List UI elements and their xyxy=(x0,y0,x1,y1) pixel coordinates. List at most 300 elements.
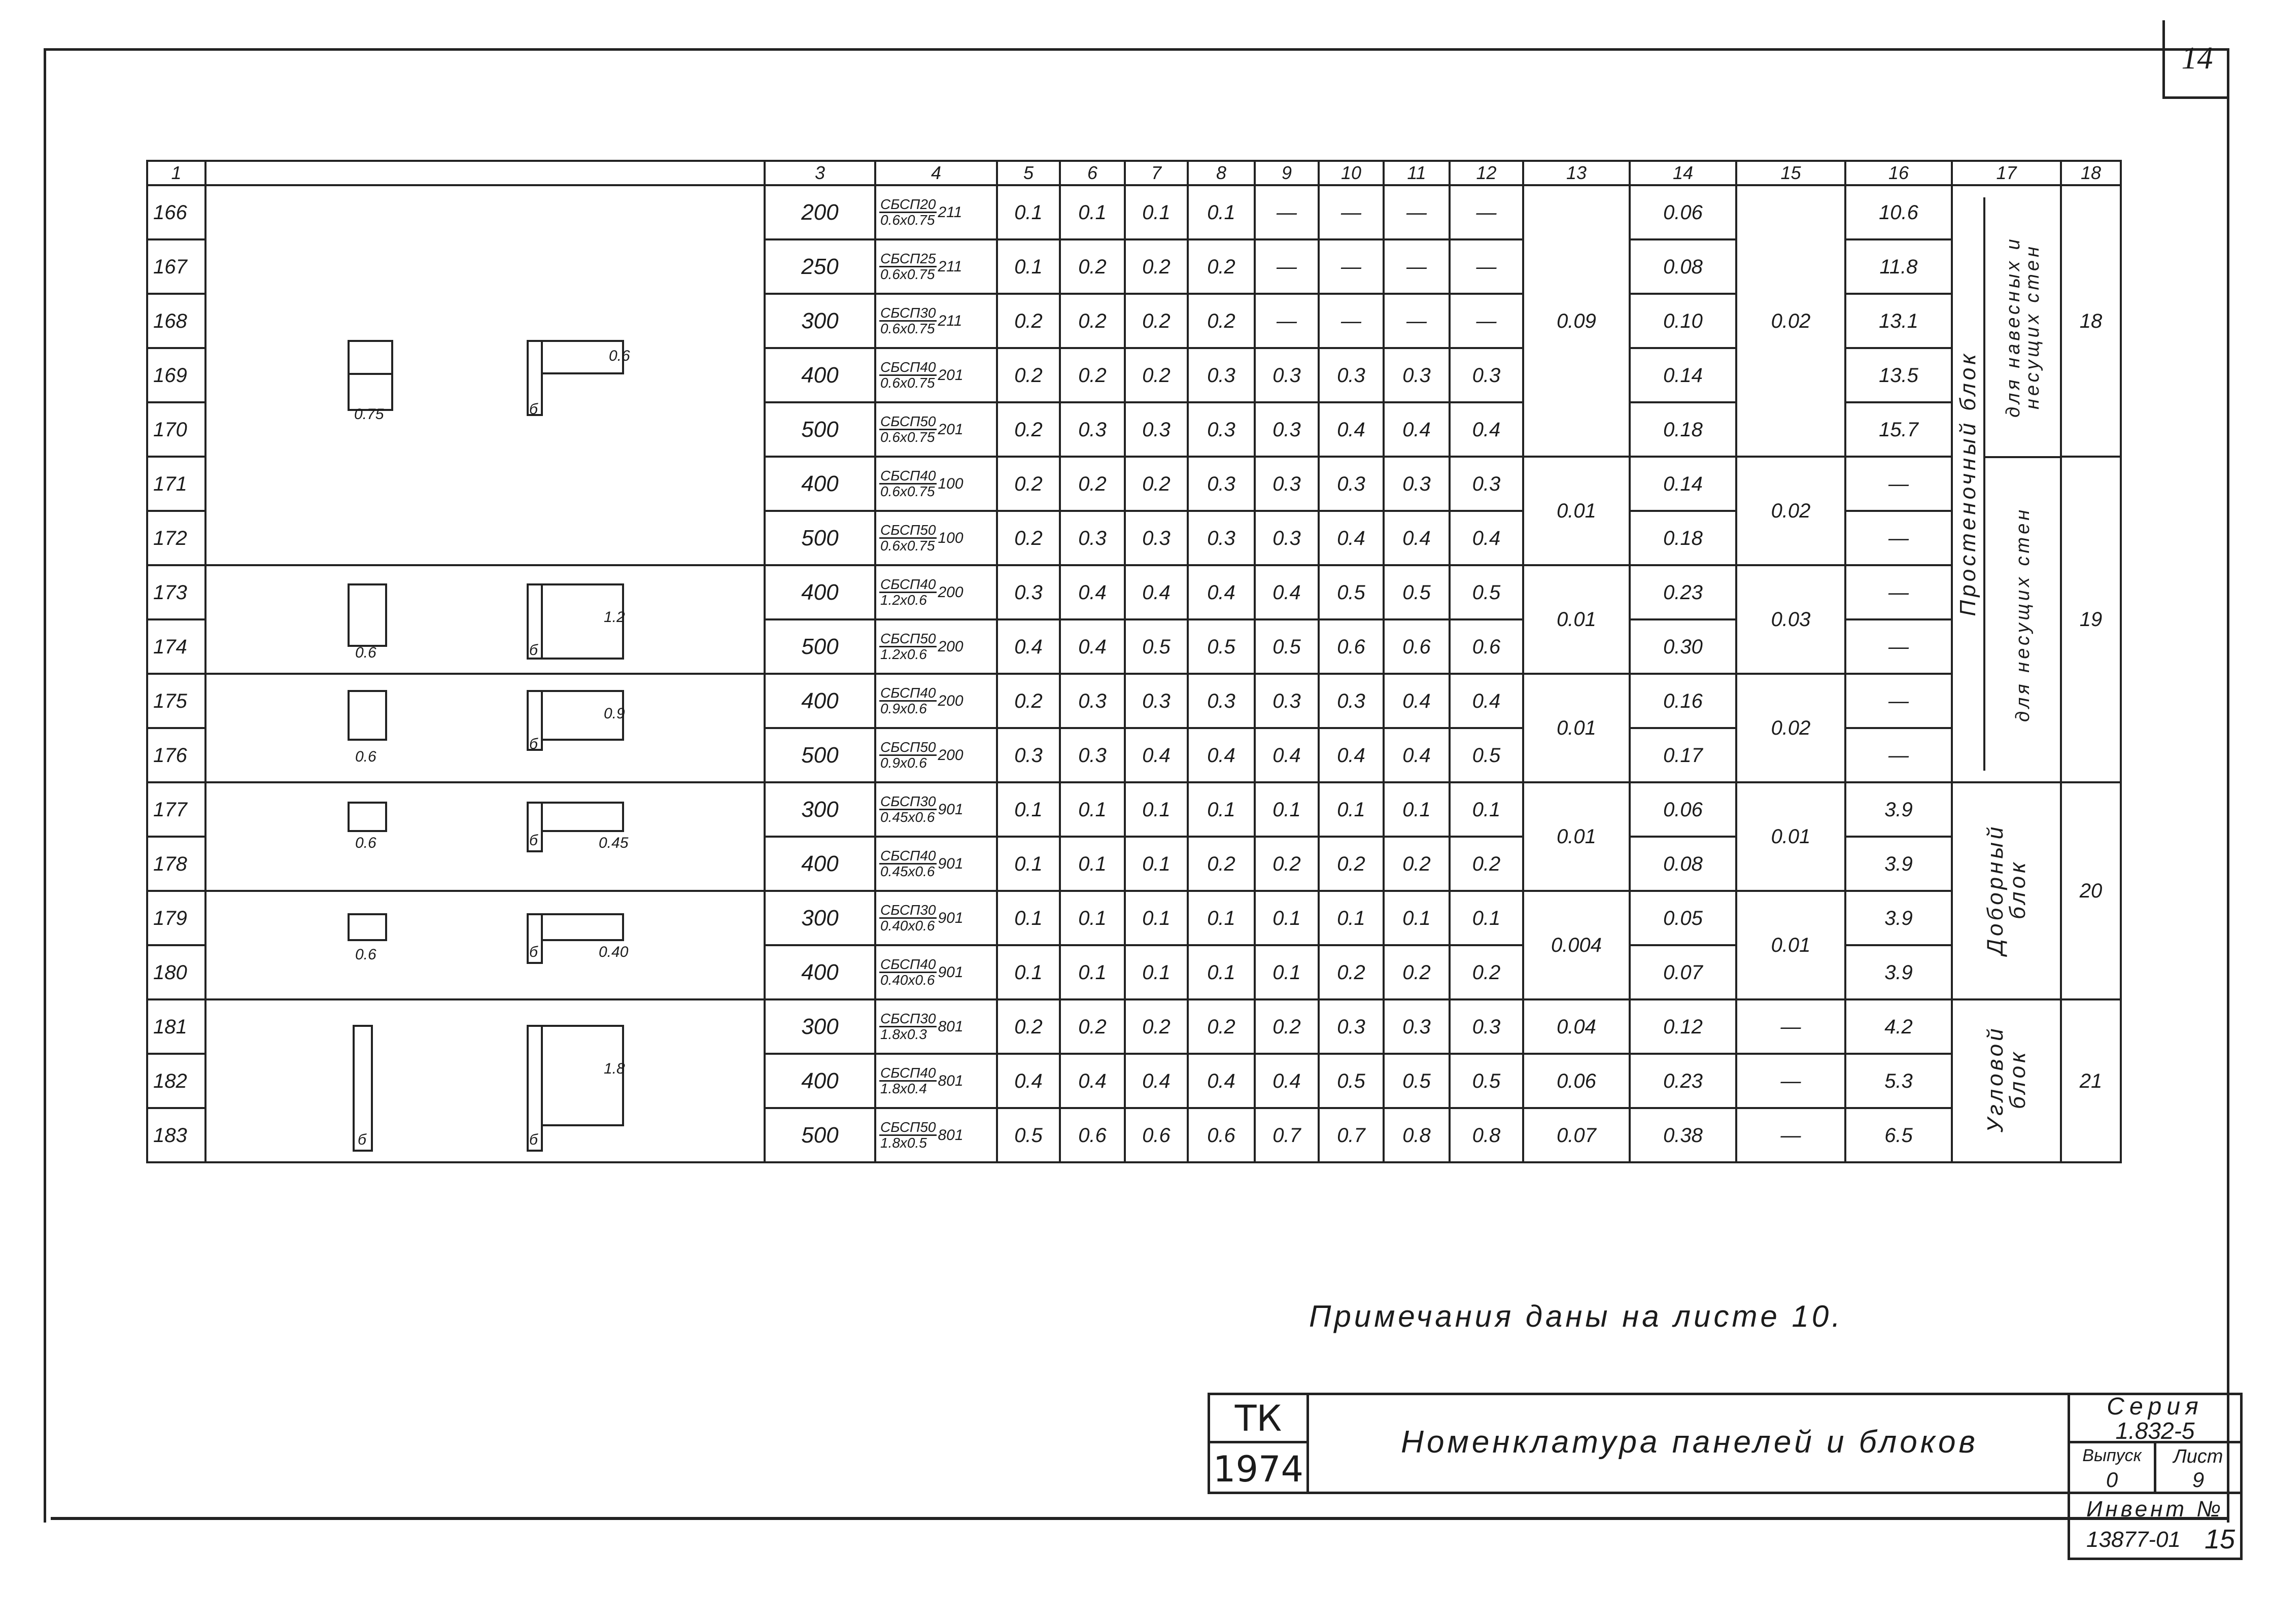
header-cell: 12 xyxy=(1450,161,1523,185)
value-v9: — xyxy=(1255,239,1319,294)
type-corner-cell xyxy=(1952,999,2061,1162)
block-mark xyxy=(875,294,997,348)
sheet-title: Номенклатура панелей и блоков xyxy=(1401,1425,1978,1460)
mark-fraction xyxy=(879,252,937,282)
dim-width: 0.6 xyxy=(355,835,376,851)
value-v16: 13.1 xyxy=(1845,294,1952,348)
value-v6: 0.4 xyxy=(1060,565,1125,619)
value-v15-merged: 0.02 xyxy=(1736,185,1845,457)
block-front-sketch xyxy=(348,913,387,941)
value-v16: 3.9 xyxy=(1845,837,1952,891)
value-v16: 3.9 xyxy=(1845,891,1952,945)
value-v14: 0.17 xyxy=(1630,728,1736,782)
row-number: 177 xyxy=(147,782,205,837)
header-cell: 17 xyxy=(1952,161,2061,185)
block-mark xyxy=(875,239,997,294)
mark-suffix: 901 xyxy=(938,909,964,926)
block-length: 400 xyxy=(765,457,875,511)
dim-width: 0.6 xyxy=(355,748,376,765)
header-cell: 11 xyxy=(1384,161,1450,185)
value-v6: 0.3 xyxy=(1060,402,1125,457)
table-header-row xyxy=(147,161,2121,185)
value-v16: 6.5 xyxy=(1845,1108,1952,1162)
value-v9: 0.4 xyxy=(1255,1054,1319,1108)
value-v6: 0.3 xyxy=(1060,674,1125,728)
block-side-body xyxy=(543,802,624,832)
value-v10: — xyxy=(1319,185,1384,239)
row-number: 181 xyxy=(147,999,205,1054)
value-v11: — xyxy=(1384,239,1450,294)
value-v8: 0.2 xyxy=(1188,294,1255,348)
value-v11: 0.3 xyxy=(1384,999,1450,1054)
value-v8: 0.3 xyxy=(1188,511,1255,565)
block-mark xyxy=(875,511,997,565)
value-v6: 0.2 xyxy=(1060,457,1125,511)
dim-side: б xyxy=(529,642,538,659)
block-length: 400 xyxy=(765,348,875,402)
mark-fraction xyxy=(879,1120,937,1150)
row-number: 172 xyxy=(147,511,205,565)
value-v15: — xyxy=(1736,1108,1845,1162)
group-19: 19 xyxy=(2061,457,2121,782)
sheet-value: 9 xyxy=(2192,1468,2205,1492)
sketch-group-d xyxy=(345,797,649,888)
value-v10: 0.3 xyxy=(1319,348,1384,402)
value-v9: 0.1 xyxy=(1255,891,1319,945)
value-v8: 0.1 xyxy=(1188,185,1255,239)
value-v6: 0.2 xyxy=(1060,239,1125,294)
value-v16: 4.2 xyxy=(1845,999,1952,1054)
value-v9: — xyxy=(1255,294,1319,348)
value-v14: 0.14 xyxy=(1630,348,1736,402)
header-cell: 13 xyxy=(1523,161,1630,185)
mark-numerator: СБСП40 xyxy=(880,576,936,592)
value-v16: — xyxy=(1845,619,1952,674)
value-v10: 0.3 xyxy=(1319,457,1384,511)
value-v14: 0.12 xyxy=(1630,999,1736,1054)
value-v12: — xyxy=(1450,239,1523,294)
value-v5: 0.2 xyxy=(997,511,1060,565)
mark-denominator: 1.8х0.4 xyxy=(880,1081,927,1096)
value-v12: 0.5 xyxy=(1450,728,1523,782)
mark-suffix: 200 xyxy=(938,583,964,601)
value-v5: 0.5 xyxy=(997,1108,1060,1162)
dim-width: 0.75 xyxy=(354,406,384,423)
value-v13-merged: 0.004 xyxy=(1523,891,1630,999)
value-v10: 0.6 xyxy=(1319,619,1384,674)
mark-denominator: 1.8х0.5 xyxy=(880,1135,927,1151)
value-v9: 0.3 xyxy=(1255,348,1319,402)
value-v7: 0.1 xyxy=(1125,185,1188,239)
value-v12: 0.4 xyxy=(1450,402,1523,457)
value-v7: 0.1 xyxy=(1125,782,1188,837)
mark-suffix: 100 xyxy=(938,475,964,492)
mark-fraction xyxy=(879,306,937,336)
mark-suffix: 211 xyxy=(938,258,962,275)
row-number: 169 xyxy=(147,348,205,402)
mark-numerator: СБСП50 xyxy=(880,1119,936,1135)
value-v6: 0.2 xyxy=(1060,999,1125,1054)
mark-fraction xyxy=(879,903,937,933)
value-v12: 0.5 xyxy=(1450,1054,1523,1108)
value-v14: 0.18 xyxy=(1630,402,1736,457)
mark-fraction xyxy=(879,523,937,553)
issue-value: 0 xyxy=(2106,1468,2118,1492)
sketch-group-c xyxy=(345,685,649,776)
mark-fraction xyxy=(879,957,937,987)
value-v13: 0.07 xyxy=(1523,1108,1630,1162)
value-v7: 0.1 xyxy=(1125,945,1188,999)
block-length: 300 xyxy=(765,891,875,945)
value-v13-merged: 0.01 xyxy=(1523,457,1630,565)
value-v16: 11.8 xyxy=(1845,239,1952,294)
value-v5: 0.2 xyxy=(997,999,1060,1054)
dim-width: 0.6 xyxy=(355,644,376,661)
mark-numerator: СБСП20 xyxy=(880,196,936,212)
block-mark xyxy=(875,728,997,782)
mark-numerator: СБСП40 xyxy=(880,685,936,701)
block-side-body xyxy=(543,913,624,941)
mark-denominator: 0.9х0.6 xyxy=(880,755,927,771)
dim-side: б xyxy=(529,401,538,418)
row-number: 176 xyxy=(147,728,205,782)
value-v7: 0.1 xyxy=(1125,891,1188,945)
value-v7: 0.4 xyxy=(1125,728,1188,782)
dim-height: 0.45 xyxy=(599,835,629,851)
value-v9: 0.5 xyxy=(1255,619,1319,674)
value-v11: 0.4 xyxy=(1384,728,1450,782)
mark-numerator: СБСП30 xyxy=(880,902,936,918)
row-number: 167 xyxy=(147,239,205,294)
value-v5: 0.2 xyxy=(997,402,1060,457)
block-front-sketch xyxy=(348,690,387,741)
block-length: 500 xyxy=(765,402,875,457)
block-mark xyxy=(875,891,997,945)
block-mark xyxy=(875,619,997,674)
value-v6: 0.2 xyxy=(1060,294,1125,348)
block-mark xyxy=(875,999,997,1054)
header-cell: 5 xyxy=(997,161,1060,185)
type-main-cell xyxy=(1952,185,2061,782)
block-length: 300 xyxy=(765,294,875,348)
mark-suffix: 200 xyxy=(938,746,964,764)
value-v7: 0.3 xyxy=(1125,402,1188,457)
value-v12: 0.3 xyxy=(1450,348,1523,402)
value-v8: 0.3 xyxy=(1188,457,1255,511)
sketch-group-f xyxy=(345,1020,649,1167)
header-cell: 14 xyxy=(1630,161,1736,185)
mark-suffix: 801 xyxy=(938,1126,964,1144)
dim-height: 1.2 xyxy=(604,609,625,626)
value-v6: 0.4 xyxy=(1060,1054,1125,1108)
value-v16: — xyxy=(1845,457,1952,511)
block-length: 400 xyxy=(765,837,875,891)
value-v14: 0.23 xyxy=(1630,1054,1736,1108)
value-v5: 0.1 xyxy=(997,185,1060,239)
mark-suffix: 211 xyxy=(938,312,962,329)
value-v11: — xyxy=(1384,185,1450,239)
value-v15-merged: 0.02 xyxy=(1736,457,1845,565)
value-v9: 0.3 xyxy=(1255,674,1319,728)
header-cell: 10 xyxy=(1319,161,1384,185)
row-number: 175 xyxy=(147,674,205,728)
mark-suffix: 211 xyxy=(938,203,962,221)
value-v6: 0.1 xyxy=(1060,185,1125,239)
block-length: 400 xyxy=(765,674,875,728)
value-v8: 0.3 xyxy=(1188,402,1255,457)
value-v11: 0.4 xyxy=(1384,402,1450,457)
value-v15-merged: 0.01 xyxy=(1736,891,1845,999)
value-v5: 0.2 xyxy=(997,674,1060,728)
dim-height: 0.9 xyxy=(604,705,625,722)
row-number: 168 xyxy=(147,294,205,348)
mark-fraction xyxy=(879,686,937,716)
value-v14: 0.05 xyxy=(1630,891,1736,945)
sheet-number: 14 xyxy=(2162,20,2229,99)
value-v9: 0.7 xyxy=(1255,1108,1319,1162)
value-v8: 0.4 xyxy=(1188,728,1255,782)
row-number: 171 xyxy=(147,457,205,511)
mark-numerator: СБСП50 xyxy=(880,413,936,429)
value-v10: 0.5 xyxy=(1319,1054,1384,1108)
mark-numerator: СБСП40 xyxy=(880,956,936,972)
row-number: 183 xyxy=(147,1108,205,1162)
mark-denominator: 1.8х0.3 xyxy=(880,1026,927,1042)
mark-numerator: СБСП50 xyxy=(880,522,936,538)
mark-fraction xyxy=(879,577,937,607)
inv-sheet: 15 xyxy=(2204,1524,2235,1554)
block-length: 300 xyxy=(765,999,875,1054)
mark-fraction xyxy=(879,740,937,770)
value-v9: 0.3 xyxy=(1255,457,1319,511)
block-front-sketch xyxy=(348,340,393,411)
mark-fraction xyxy=(879,632,937,662)
value-v9: 0.1 xyxy=(1255,782,1319,837)
value-v6: 0.1 xyxy=(1060,837,1125,891)
value-v7: 0.4 xyxy=(1125,1054,1188,1108)
value-v8: 0.3 xyxy=(1188,674,1255,728)
mark-fraction xyxy=(879,849,937,879)
value-v5: 0.2 xyxy=(997,348,1060,402)
value-v7: 0.1 xyxy=(1125,837,1188,891)
series-label: Серия xyxy=(2107,1393,2204,1420)
dim-width: б xyxy=(358,1131,366,1148)
value-v12: 0.8 xyxy=(1450,1108,1523,1162)
value-v8: 0.1 xyxy=(1188,945,1255,999)
header-cell: 16 xyxy=(1845,161,1952,185)
value-v10: 0.1 xyxy=(1319,891,1384,945)
value-v13-merged: 0.09 xyxy=(1523,185,1630,457)
block-length: 300 xyxy=(765,782,875,837)
value-v6: 0.1 xyxy=(1060,782,1125,837)
value-v8: 0.5 xyxy=(1188,619,1255,674)
title-block xyxy=(1208,1393,2243,1560)
value-v8: 0.4 xyxy=(1188,1054,1255,1108)
value-v12: 0.1 xyxy=(1450,782,1523,837)
header-cell xyxy=(205,161,765,185)
block-length: 400 xyxy=(765,1054,875,1108)
dim-side: б xyxy=(529,736,538,752)
row-number: 174 xyxy=(147,619,205,674)
block-length: 400 xyxy=(765,565,875,619)
header-cell: 1 xyxy=(147,161,205,185)
group-21: 21 xyxy=(2061,999,2121,1162)
block-mark xyxy=(875,1108,997,1162)
type-dobor-label: Доборный блок xyxy=(1982,823,2030,955)
value-v11: 0.1 xyxy=(1384,891,1450,945)
dim-side: б xyxy=(529,832,538,849)
row-number: 170 xyxy=(147,402,205,457)
mark-suffix: 801 xyxy=(938,1072,964,1089)
value-v9: 0.3 xyxy=(1255,511,1319,565)
mark-denominator: 1.2х0.6 xyxy=(880,646,927,662)
block-mark xyxy=(875,945,997,999)
sheet-label: Лист xyxy=(2173,1446,2223,1467)
sketch-group-e xyxy=(345,908,649,999)
value-v9: 0.1 xyxy=(1255,945,1319,999)
block-mark xyxy=(875,782,997,837)
dim-height: 1.8 xyxy=(604,1060,625,1077)
value-v10: 0.4 xyxy=(1319,402,1384,457)
value-v11: 0.2 xyxy=(1384,945,1450,999)
table-row xyxy=(147,185,2121,239)
value-v5: 0.1 xyxy=(997,239,1060,294)
value-v14: 0.23 xyxy=(1630,565,1736,619)
value-v11: 0.5 xyxy=(1384,565,1450,619)
value-v16: 5.3 xyxy=(1845,1054,1952,1108)
value-v7: 0.3 xyxy=(1125,511,1188,565)
value-v9: 0.3 xyxy=(1255,402,1319,457)
value-v13: 0.04 xyxy=(1523,999,1630,1054)
block-mark xyxy=(875,348,997,402)
row-number: 173 xyxy=(147,565,205,619)
value-v14: 0.06 xyxy=(1630,185,1736,239)
footnote: Примечания даны на листе 10. xyxy=(1309,1299,1843,1333)
value-v8: 0.2 xyxy=(1188,999,1255,1054)
value-v7: 0.2 xyxy=(1125,457,1188,511)
value-v13-merged: 0.01 xyxy=(1523,674,1630,782)
value-v10: 0.2 xyxy=(1319,945,1384,999)
mark-denominator: 0.40х0.6 xyxy=(880,918,935,934)
value-v5: 0.1 xyxy=(997,782,1060,837)
value-v16: 3.9 xyxy=(1845,945,1952,999)
mark-suffix: 901 xyxy=(938,801,964,818)
sketch-group-a xyxy=(345,335,649,436)
value-v15-merged: 0.03 xyxy=(1736,565,1845,674)
value-v12: 0.4 xyxy=(1450,511,1523,565)
value-v16: — xyxy=(1845,565,1952,619)
value-v15-merged: 0.01 xyxy=(1736,782,1845,891)
value-v11: — xyxy=(1384,294,1450,348)
value-v13-merged: 0.01 xyxy=(1523,565,1630,674)
mark-numerator: СБСП30 xyxy=(880,1011,936,1026)
value-v10: 0.3 xyxy=(1319,999,1384,1054)
block-mark xyxy=(875,674,997,728)
value-v6: 0.1 xyxy=(1060,891,1125,945)
mark-numerator: СБСП30 xyxy=(880,305,936,321)
mark-denominator: 0.6х0.75 xyxy=(880,483,935,499)
value-v7: 0.2 xyxy=(1125,294,1188,348)
dim-height: 0.40 xyxy=(599,944,629,960)
row-number: 166 xyxy=(147,185,205,239)
value-v12: 0.1 xyxy=(1450,891,1523,945)
block-front-sketch xyxy=(348,802,387,832)
value-v15-merged: 0.02 xyxy=(1736,674,1845,782)
value-v10: 0.3 xyxy=(1319,674,1384,728)
value-v11: 0.3 xyxy=(1384,348,1450,402)
value-v16: 10.6 xyxy=(1845,185,1952,239)
value-v7: 0.3 xyxy=(1125,674,1188,728)
mark-numerator: СБСП40 xyxy=(880,468,936,483)
value-v8: 0.1 xyxy=(1188,891,1255,945)
value-v5: 0.3 xyxy=(997,565,1060,619)
mark-denominator: 0.6х0.75 xyxy=(880,266,935,282)
value-v6: 0.1 xyxy=(1060,945,1125,999)
value-v12: — xyxy=(1450,185,1523,239)
group-20: 20 xyxy=(2061,782,2121,999)
mark-numerator: СБСП40 xyxy=(880,848,936,863)
value-v16: — xyxy=(1845,728,1952,782)
value-v10: 0.4 xyxy=(1319,511,1384,565)
value-v5: 0.4 xyxy=(997,619,1060,674)
value-v14: 0.06 xyxy=(1630,782,1736,837)
group-18: 18 xyxy=(2061,185,2121,457)
block-length: 500 xyxy=(765,619,875,674)
value-v8: 0.2 xyxy=(1188,239,1255,294)
value-v5: 0.2 xyxy=(997,294,1060,348)
value-v10: 0.7 xyxy=(1319,1108,1384,1162)
block-length: 500 xyxy=(765,728,875,782)
header-cell: 3 xyxy=(765,161,875,185)
mark-numerator: СБСП40 xyxy=(880,1065,936,1081)
value-v12: 0.6 xyxy=(1450,619,1523,674)
value-v7: 0.4 xyxy=(1125,565,1188,619)
value-v5: 0.2 xyxy=(997,457,1060,511)
mark-denominator: 0.6х0.75 xyxy=(880,429,935,445)
block-front-divider xyxy=(348,373,393,375)
mark-fraction xyxy=(879,360,937,390)
value-v13-merged: 0.01 xyxy=(1523,782,1630,891)
value-v12: 0.4 xyxy=(1450,674,1523,728)
header-cell: 18 xyxy=(2061,161,2121,185)
value-v16: — xyxy=(1845,511,1952,565)
block-length: 200 xyxy=(765,185,875,239)
value-v5: 0.1 xyxy=(997,891,1060,945)
mark-denominator: 0.6х0.75 xyxy=(880,321,935,336)
mark-numerator: СБСП30 xyxy=(880,793,936,809)
value-v12: 0.5 xyxy=(1450,565,1523,619)
value-v9: 0.2 xyxy=(1255,837,1319,891)
value-v5: 0.1 xyxy=(997,945,1060,999)
mark-fraction xyxy=(879,1066,937,1096)
org-code: ТК xyxy=(1234,1398,1282,1439)
value-v10: — xyxy=(1319,294,1384,348)
value-v8: 0.6 xyxy=(1188,1108,1255,1162)
value-v11: 0.2 xyxy=(1384,837,1450,891)
block-mark xyxy=(875,837,997,891)
value-v9: 0.2 xyxy=(1255,999,1319,1054)
mark-numerator: СБСП50 xyxy=(880,739,936,755)
type-sub-hanging: для навесных и несущих стен xyxy=(2002,235,2043,418)
value-v10: 0.4 xyxy=(1319,728,1384,782)
value-v14: 0.38 xyxy=(1630,1108,1736,1162)
sketch-group-b xyxy=(345,578,649,670)
value-v8: 0.3 xyxy=(1188,348,1255,402)
mark-numerator: СБСП25 xyxy=(880,251,936,266)
block-mark xyxy=(875,565,997,619)
mark-numerator: СБСП40 xyxy=(880,359,936,375)
value-v14: 0.18 xyxy=(1630,511,1736,565)
